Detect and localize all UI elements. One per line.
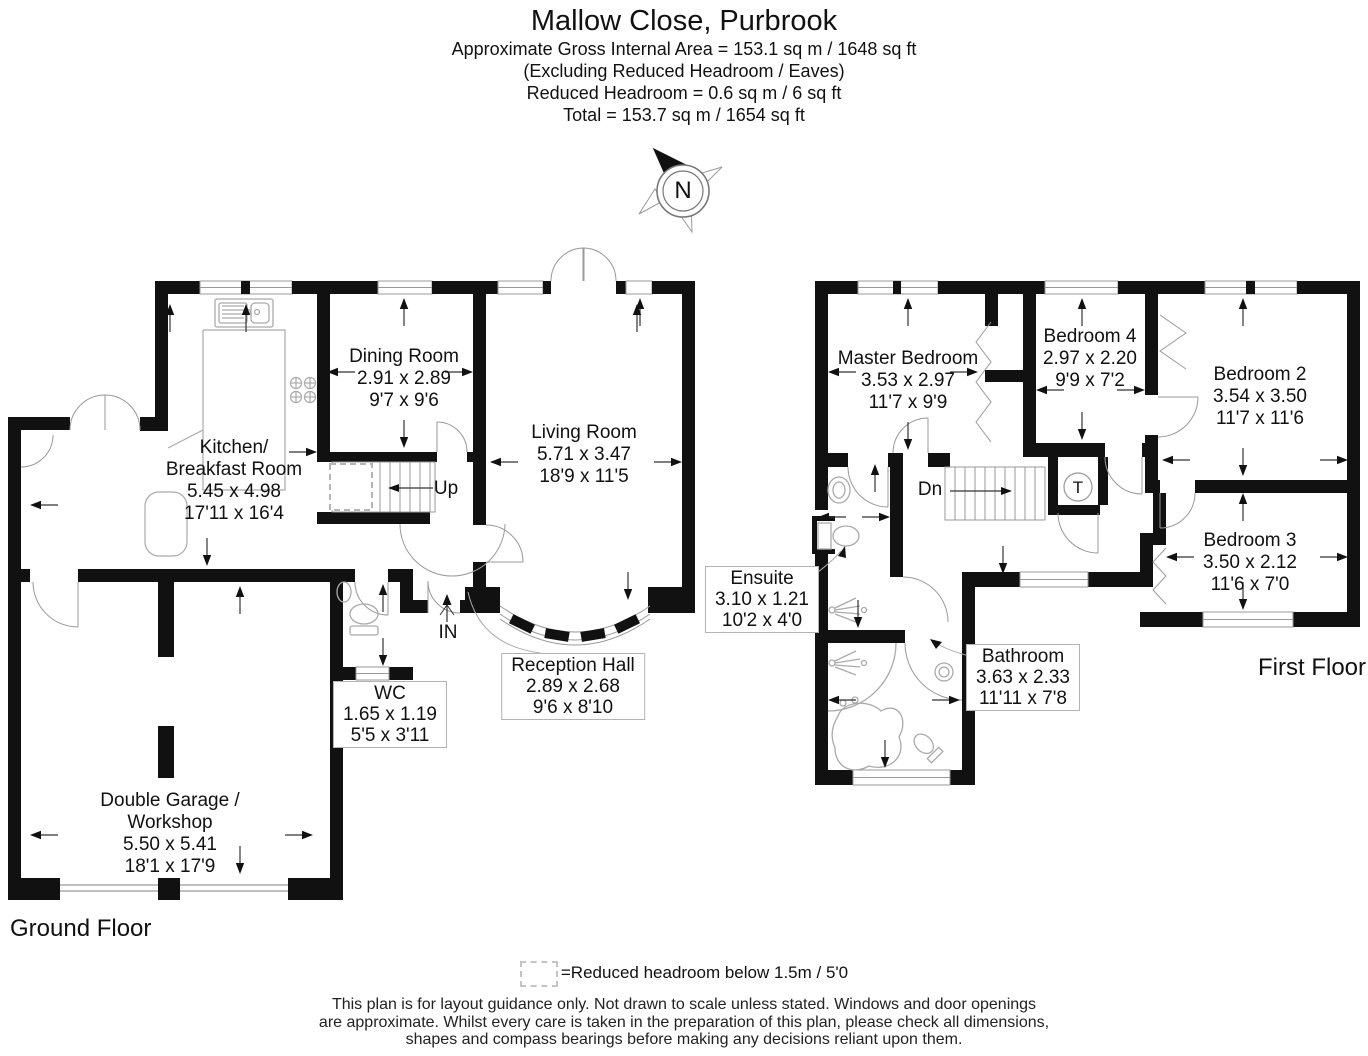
page-title: Mallow Close, Purbrook bbox=[530, 5, 838, 37]
disclaimer-line: shapes and compass bearings before making any decisions reliant upon them. bbox=[405, 1031, 963, 1048]
disclaimer-line: This plan is for layout guidance only. Not drawn to scale unless stated. Windows and door openings bbox=[331, 996, 1037, 1013]
wardrobe-bed2 bbox=[1160, 315, 1186, 369]
room-dim-metric: 3.10 x 1.21 bbox=[714, 589, 810, 610]
room-dim-imperial: 11'11 x 7'8 bbox=[979, 688, 1067, 709]
disclaimer bbox=[0, 996, 1368, 1049]
bay-window bbox=[500, 606, 650, 645]
area-summary-line: (Excluding Reduced Headroom / Eaves) bbox=[523, 61, 845, 81]
room-name: Living Room bbox=[531, 422, 637, 443]
room-dim-imperial: 5'5 x 3'11 bbox=[350, 725, 430, 746]
room-name: Double Garage / bbox=[100, 790, 240, 811]
room-label-living bbox=[531, 422, 637, 488]
shower-head-icon bbox=[829, 651, 867, 675]
room-dim-imperial: 9'7 x 9'6 bbox=[369, 390, 439, 411]
room-dim-imperial: 9'6 x 8'10 bbox=[532, 697, 614, 718]
stairs-up bbox=[330, 462, 435, 512]
bath-icon bbox=[832, 703, 903, 770]
room-dim-metric: 3.63 x 2.33 bbox=[975, 667, 1071, 688]
room-label-bed4 bbox=[1043, 326, 1137, 392]
room-label-reception bbox=[501, 653, 645, 720]
room-dim-metric: 3.50 x 2.12 bbox=[1202, 552, 1298, 573]
bathroom-basin-icon bbox=[935, 663, 953, 681]
room-name: Master Bedroom bbox=[837, 348, 979, 369]
legend-text: =Reduced headroom below 1.5m / 5'0 bbox=[560, 963, 849, 982]
bathroom-toilet-icon bbox=[910, 730, 943, 763]
hob-icon bbox=[291, 378, 316, 403]
first-floor-label: First Floor bbox=[1258, 654, 1366, 681]
room-dim-metric: 3.54 x 3.50 bbox=[1212, 386, 1308, 407]
room-label-garage bbox=[100, 790, 239, 878]
room-label-bed3 bbox=[1203, 530, 1297, 596]
room-dim-metric: 2.91 x 2.89 bbox=[356, 368, 452, 389]
room-dim-metric: 1.65 x 1.19 bbox=[342, 704, 438, 725]
room-label-master bbox=[838, 348, 978, 414]
room-dim-imperial: 11'7 x 11'6 bbox=[1216, 408, 1304, 429]
room-dim-metric: 5.50 x 5.41 bbox=[122, 834, 218, 855]
wardrobe-bed3 bbox=[1153, 548, 1166, 604]
area-summary-line: Reduced Headroom = 0.6 sq m / 6 sq ft bbox=[526, 83, 842, 103]
ground-floor-label: Ground Floor bbox=[10, 915, 152, 942]
room-name: Ensuite bbox=[730, 568, 794, 589]
reduced-headroom-area bbox=[330, 464, 372, 510]
legend bbox=[0, 958, 1368, 988]
room-dim-imperial: 10'2 x 4'0 bbox=[721, 610, 803, 631]
ensuite-basin-icon bbox=[828, 477, 850, 503]
entrance-in-label: IN bbox=[438, 622, 458, 643]
room-dim-imperial: 18'9 x 11'5 bbox=[539, 466, 629, 487]
tank-label: T bbox=[1072, 478, 1084, 497]
stairs-up-label: Up bbox=[433, 478, 459, 499]
room-name: Bedroom 2 bbox=[1213, 364, 1307, 385]
ensuite-cistern bbox=[818, 523, 831, 549]
room-dim-imperial: 11'6 x 7'0 bbox=[1210, 574, 1290, 595]
room-dim-imperial: 9'9 x 7'2 bbox=[1055, 370, 1125, 391]
room-dim-metric: 5.71 x 3.47 bbox=[536, 444, 632, 465]
stairs-down bbox=[945, 467, 1045, 520]
room-label-wc bbox=[333, 681, 447, 748]
room-dim-imperial: 11'7 x 9'9 bbox=[868, 392, 948, 413]
room-name: Breakfast Room bbox=[165, 459, 303, 480]
room-name: Bedroom 4 bbox=[1043, 326, 1137, 347]
room-dim-imperial: 18'1 x 17'9 bbox=[124, 856, 216, 877]
bathroom-fixtures bbox=[828, 643, 953, 770]
room-dim-metric: 2.89 x 2.68 bbox=[525, 676, 621, 697]
room-name: Dining Room bbox=[349, 346, 459, 367]
disclaimer-line: are approximate. Whilst every care is taken in the preparation of this plan, please check all dimensions, bbox=[318, 1013, 1050, 1031]
area-summary-line: Approximate Gross Internal Area = 153.1 sq m / 1648 sq ft bbox=[451, 39, 917, 59]
reduced-headroom-swatch-icon bbox=[520, 961, 558, 987]
wc-toilet-icon bbox=[337, 582, 378, 635]
room-label-bed2 bbox=[1213, 364, 1307, 430]
room-dim-metric: 3.53 x 2.97 bbox=[860, 370, 956, 391]
room-label-dining bbox=[349, 346, 459, 412]
area-summary-line: Total = 153.7 sq m / 1654 sq ft bbox=[563, 105, 805, 125]
room-name: Bedroom 3 bbox=[1203, 530, 1297, 551]
room-name: Workshop bbox=[127, 812, 213, 833]
compass-n-label: N bbox=[674, 177, 692, 204]
ensuite-toilet-icon bbox=[833, 526, 859, 546]
room-label-ensuite bbox=[705, 566, 819, 633]
room-dim-imperial: 17'11 x 16'4 bbox=[184, 503, 284, 524]
room-name: Kitchen/ bbox=[199, 437, 269, 458]
room-name: WC bbox=[374, 683, 406, 704]
room-name: Reception Hall bbox=[511, 655, 635, 676]
room-label-bathroom bbox=[966, 644, 1080, 711]
room-dim-metric: 5.45 x 4.98 bbox=[186, 481, 282, 502]
stairs-down-label: Dn bbox=[917, 479, 943, 500]
room-label-kitchen bbox=[166, 437, 302, 525]
room-dim-metric: 2.97 x 2.20 bbox=[1042, 348, 1138, 369]
header bbox=[0, 4, 1368, 126]
room-name: Bathroom bbox=[981, 646, 1065, 667]
